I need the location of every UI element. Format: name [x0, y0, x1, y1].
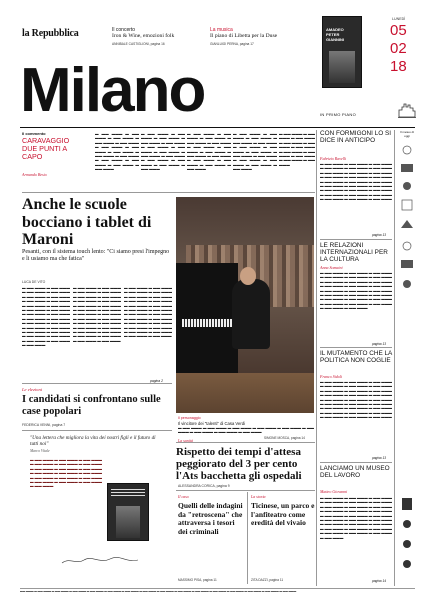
quote-book-cover[interactable] — [107, 483, 149, 541]
right-a4-page-ref[interactable]: pagina 14 — [372, 579, 387, 583]
weather-label: Il meteo di oggi — [400, 130, 414, 138]
quote-book-cover-portrait — [116, 506, 140, 538]
right-a4-title[interactable]: LANCIAMO UN MUSEO DEL LAVORO — [320, 465, 390, 480]
piano-keys — [182, 319, 234, 327]
comment-kicker: Il commento — [22, 131, 46, 136]
photo-caption-body: ▬ ▬▬ ▬▬▬ ▬ ▬▬ ▬▬▬ ▬ ▬▬ ▬▬▬ ▬ ▬▬ ▬▬▬ ▬ ▬▬ ▬▬▬ ▬ ▬▬ ▬▬▬ ▬ ▬▬ ▬▬▬ ▬ ▬▬ ▬▬▬ ▬ ▬▬ ▬▬▬ — [178, 426, 314, 434]
promo-title-music[interactable]: Il piano di Libetta per la Duse — [210, 33, 278, 39]
caso-byline: MASSIMO PISA, pagina 11 — [178, 578, 217, 582]
photo-kicker: Il personaggio — [178, 416, 201, 420]
right-a3-rule — [320, 347, 392, 348]
masthead[interactable]: la Repubblica — [22, 28, 79, 39]
right-a4-rule — [320, 462, 392, 463]
elezioni-headline[interactable]: I candidati si confrontano sulle case popolari — [22, 394, 161, 417]
storia-headline[interactable]: Ticinese, un parco e l'anfiteatro come eredità del vivaio — [251, 501, 315, 527]
book-cover-portrait — [329, 51, 355, 83]
grand-piano — [176, 263, 238, 373]
lead-bottom-rule — [22, 383, 172, 384]
lead-headline[interactable]: Anche le scuole bocciano i tablet di Maroni — [22, 196, 152, 248]
comment-body-3: ▬ ▬▬ ▬▬▬ ▬ ▬▬ ▬▬▬ ▬ ▬▬ ▬▬▬ ▬ ▬▬ ▬▬▬ ▬ ▬▬ ▬▬▬ ▬ ▬▬ ▬▬▬ ▬ ▬▬ ▬▬▬ ▬ ▬▬ ▬▬▬ ▬ ▬▬ ▬▬▬ ▬ ▬▬ ▬▬▬ ▬ ▬▬ ▬▬▬ ▬ ▬▬ ▬▬▬ ▬ ▬▬ ▬▬▬ ▬ ▬▬ ▬▬▬ — [187, 132, 231, 172]
quote-author: Marco Vitale — [30, 449, 50, 453]
date-year: 18 — [390, 58, 407, 75]
lead-byline: LUCA DE VITO — [22, 280, 46, 284]
right-a1-title[interactable]: CON FORMIGONI LO SI DICE IN ANTICIPO — [320, 130, 392, 145]
pianist-figure — [232, 279, 270, 349]
icon-rail — [398, 142, 416, 582]
storia-byline: ZITA DAZZI, pagina 11 — [251, 578, 284, 582]
promo-byline-music: GIANLUIGI PERNA, pagina 17 — [210, 42, 254, 46]
photo-byline: SIMONE MOSCA, pagina 14 — [264, 436, 305, 440]
comment-author: Armando Besio — [22, 172, 47, 177]
elezioni-byline: FEDERICA VENNI, pagina 7 — [22, 423, 66, 427]
right-a2-page-ref[interactable]: pagina 13 — [372, 342, 387, 346]
comment-body-4: ▬ ▬▬ ▬▬▬ ▬ ▬▬ ▬▬▬ ▬ ▬▬ ▬▬▬ ▬ ▬▬ ▬▬▬ ▬ ▬▬ ▬▬▬ ▬ ▬▬ ▬▬▬ ▬ ▬▬ ▬▬▬ ▬ ▬▬ ▬▬▬ ▬ ▬▬ ▬▬▬ ▬ ▬▬ ▬▬▬ ▬ ▬▬ ▬▬▬ ▬ ▬▬ ▬▬▬ ▬ ▬▬ ▬▬▬ ▬ ▬▬ ▬▬▬ — [233, 132, 277, 172]
promo-kicker-music: La musica — [210, 27, 233, 33]
right-a2-author: Anna Somaini — [320, 265, 343, 270]
right-a1-body: ▬ ▬▬ ▬▬▬ ▬ ▬▬ ▬▬▬ ▬ ▬▬ ▬▬▬ ▬ ▬▬ ▬▬▬ ▬ ▬▬ ▬▬▬ ▬ ▬▬ ▬▬▬ ▬ ▬▬ ▬▬▬ ▬ ▬▬ ▬▬▬ ▬ ▬▬ ▬▬▬ ▬ ▬▬ ▬▬▬ ▬ ▬▬ ▬▬▬ ▬ ▬▬ ▬▬▬ ▬ ▬▬ ▬▬▬ ▬ ▬▬ ▬▬▬ ▬ ▬▬ ▬▬▬ ▬ ▬▬ ▬▬▬ ▬ ▬▬ ▬▬▬ ▬ ▬▬ ▬▬▬ ▬ ▬▬ ▬▬▬ ▬ ▬▬ ▬▬▬ ▬ ▬▬ ▬▬▬ ▬ ▬▬ ▬▬▬ ▬ ▬▬ ▬▬▬ ▬ ▬▬ ▬▬▬ ▬ ▬▬ ▬▬▬ ▬ ▬▬ ▬▬▬ ▬ ▬▬ ▬▬▬ — [320, 162, 392, 202]
storia-kicker: La storia — [251, 494, 266, 499]
right-a2-body: ▬ ▬▬ ▬▬▬ ▬ ▬▬ ▬▬▬ ▬ ▬▬ ▬▬▬ ▬ ▬▬ ▬▬▬ ▬ ▬▬ ▬▬▬ ▬ ▬▬ ▬▬▬ ▬ ▬▬ ▬▬▬ ▬ ▬▬ ▬▬▬ ▬ ▬▬ ▬▬▬ ▬ ▬▬ ▬▬▬ ▬ ▬▬ ▬▬▬ ▬ ▬▬ ▬▬▬ ▬ ▬▬ ▬▬▬ ▬ ▬▬ ▬▬▬ ▬ ▬▬ ▬▬▬ ▬ ▬▬ ▬▬▬ ▬ ▬▬ ▬▬▬ ▬ ▬▬ ▬▬▬ ▬ ▬▬ ▬▬▬ ▬ ▬▬ ▬▬▬ ▬ ▬▬ ▬▬▬ ▬ ▬▬ ▬▬▬ ▬ ▬▬ ▬▬▬ ▬ ▬▬ ▬▬▬ ▬ ▬▬ ▬▬▬ ▬ ▬▬ ▬▬▬ — [320, 271, 392, 311]
lead-body-1: ▬ ▬▬ ▬▬▬ ▬ ▬▬ ▬▬▬ ▬ ▬▬ ▬▬▬ ▬ ▬▬ ▬▬▬ ▬ ▬▬ ▬▬▬ ▬ ▬▬ ▬▬▬ ▬ ▬▬ ▬▬▬ ▬ ▬▬ ▬▬▬ ▬ ▬▬ ▬▬▬ ▬ ▬▬ ▬▬▬ ▬ ▬▬ ▬▬▬ ▬ ▬▬ ▬▬▬ ▬ ▬▬ ▬▬▬ ▬ ▬▬ ▬▬▬ ▬ ▬▬ ▬▬▬ ▬ ▬▬ ▬▬▬ ▬ ▬▬ ▬▬▬ ▬ ▬▬ ▬▬▬ ▬ ▬▬ ▬▬▬ ▬ ▬▬ ▬▬▬ ▬ ▬▬ ▬▬▬ ▬ ▬▬ ▬▬▬ ▬ ▬▬ ▬▬▬ ▬ ▬▬ ▬▬▬ ▬ ▬▬ ▬▬▬ ▬ ▬▬ ▬▬▬ ▬ ▬▬ ▬▬▬ — [22, 286, 70, 348]
footer-rule — [20, 588, 415, 589]
lead-body-3: ▬ ▬▬ ▬▬▬ ▬ ▬▬ ▬▬▬ ▬ ▬▬ ▬▬▬ ▬ ▬▬ ▬▬▬ ▬ ▬▬ ▬▬▬ ▬ ▬▬ ▬▬▬ ▬ ▬▬ ▬▬▬ ▬ ▬▬ ▬▬▬ ▬ ▬▬ ▬▬▬ ▬ ▬▬ ▬▬▬ ▬ ▬▬ ▬▬▬ ▬ ▬▬ ▬▬▬ ▬ ▬▬ ▬▬▬ ▬ ▬▬ ▬▬▬ ▬ ▬▬ ▬▬▬ ▬ ▬▬ ▬▬▬ ▬ ▬▬ ▬▬▬ ▬ ▬▬ ▬▬▬ ▬ ▬▬ ▬▬▬ ▬ ▬▬ ▬▬▬ ▬ ▬▬ ▬▬▬ ▬ ▬▬ ▬▬▬ ▬ ▬▬ ▬▬▬ ▬ ▬▬ ▬▬▬ — [124, 286, 172, 339]
book-cover-title: AMADEO PETER GIANNINI — [326, 27, 344, 42]
quote-headline: "Una lettera che migliora la vita dei nostri figli e il futuro di tutti noi" — [30, 435, 156, 448]
comment-body-5: ▬ ▬▬ ▬▬▬ ▬ ▬▬ ▬▬▬ ▬ ▬▬ ▬▬▬ ▬ ▬▬ ▬▬▬ ▬ ▬▬ ▬▬▬ ▬ ▬▬ ▬▬▬ ▬ ▬▬ ▬▬▬ ▬ ▬▬ ▬▬▬ ▬ ▬▬ ▬▬▬ ▬ ▬▬ ▬▬▬ ▬ ▬▬ ▬▬▬ — [279, 132, 315, 167]
sanita-byline: ALESSANDRA CORICA, pagina 9 — [178, 484, 230, 488]
date-day: 05 — [390, 22, 407, 39]
pianist-head — [240, 267, 256, 285]
comment-body-1: ▬ ▬▬ ▬▬▬ ▬ ▬▬ ▬▬▬ ▬ ▬▬ ▬▬▬ ▬ ▬▬ ▬▬▬ ▬ ▬▬ ▬▬▬ ▬ ▬▬ ▬▬▬ ▬ ▬▬ ▬▬▬ ▬ ▬▬ ▬▬▬ ▬ ▬▬ ▬▬▬ ▬ ▬▬ ▬▬▬ ▬ ▬▬ ▬▬▬ ▬ ▬▬ ▬▬▬ ▬ ▬▬ ▬▬▬ ▬ ▬▬ ▬▬▬ — [95, 132, 139, 172]
right-a4-body: ▬ ▬▬ ▬▬▬ ▬ ▬▬ ▬▬▬ ▬ ▬▬ ▬▬▬ ▬ ▬▬ ▬▬▬ ▬ ▬▬ ▬▬▬ ▬ ▬▬ ▬▬▬ ▬ ▬▬ ▬▬▬ ▬ ▬▬ ▬▬▬ ▬ ▬▬ ▬▬▬ ▬ ▬▬ ▬▬▬ ▬ ▬▬ ▬▬▬ ▬ ▬▬ ▬▬▬ ▬ ▬▬ ▬▬▬ ▬ ▬▬ ▬▬▬ ▬ ▬▬ ▬▬▬ ▬ ▬▬ ▬▬▬ ▬ ▬▬ ▬▬▬ ▬ ▬▬ ▬▬▬ ▬ ▬▬ ▬▬▬ ▬ ▬▬ ▬▬▬ ▬ ▬▬ ▬▬▬ ▬ ▬▬ ▬▬▬ ▬ ▬▬ ▬▬▬ ▬ ▬▬ ▬▬▬ ▬ ▬▬ ▬▬▬ ▬ ▬▬ ▬▬▬ ▬ ▬▬ ▬▬▬ ▬ ▬▬ ▬▬▬ — [320, 496, 392, 540]
right-a3-body: ▬ ▬▬ ▬▬▬ ▬ ▬▬ ▬▬▬ ▬ ▬▬ ▬▬▬ ▬ ▬▬ ▬▬▬ ▬ ▬▬ ▬▬▬ ▬ ▬▬ ▬▬▬ ▬ ▬▬ ▬▬▬ ▬ ▬▬ ▬▬▬ ▬ ▬▬ ▬▬▬ ▬ ▬▬ ▬▬▬ ▬ ▬▬ ▬▬▬ ▬ ▬▬ ▬▬▬ ▬ ▬▬ ▬▬▬ ▬ ▬▬ ▬▬▬ ▬ ▬▬ ▬▬▬ ▬ ▬▬ ▬▬▬ ▬ ▬▬ ▬▬▬ ▬ ▬▬ ▬▬▬ ▬ ▬▬ ▬▬▬ ▬ ▬▬ ▬▬▬ ▬ ▬▬ ▬▬▬ ▬ ▬▬ ▬▬▬ ▬ ▬▬ ▬▬▬ ▬ ▬▬ ▬▬▬ ▬ ▬▬ ▬▬▬ ▬ ▬▬ ▬▬▬ ▬ ▬▬ ▬▬▬ — [320, 380, 392, 420]
sanita-bottom-rule — [176, 490, 315, 491]
sanita-top-rule — [176, 442, 315, 443]
comment-headline[interactable]: CARAVAGGIO DUE PUNTI A CAPO — [22, 136, 70, 161]
right-a3-title[interactable]: IL MUTAMENTO CHE LA POLITICA NON COGLIE — [320, 350, 392, 365]
right-a3-page-ref[interactable]: pagina 13 — [372, 456, 387, 460]
sanita-headline[interactable]: Rispetto dei tempi d'attesa peggiorato del 3 per cento l'Ats bacchetta gli ospedali — [176, 446, 302, 482]
quote-top-rule — [22, 430, 172, 431]
caso-kicker: Il caso — [178, 494, 189, 499]
quote-body: ▬ ▬▬ ▬▬▬ ▬ ▬▬ ▬▬▬ ▬ ▬▬ ▬▬▬ ▬ ▬▬ ▬▬▬ ▬ ▬▬ ▬▬▬ ▬ ▬▬ ▬▬▬ ▬ ▬▬ ▬▬▬ ▬ ▬▬ ▬▬▬ ▬ ▬▬ ▬▬▬ ▬ ▬▬ ▬▬▬ ▬ ▬▬ ▬▬▬ ▬ ▬▬ ▬▬▬ ▬ ▬▬ ▬▬▬ ▬ ▬▬ ▬▬▬ ▬ ▬▬ ▬▬▬ ▬ ▬▬ ▬▬▬ ▬ ▬▬ ▬▬▬ ▬ ▬▬ ▬▬▬ ▬ ▬▬ ▬▬▬ — [30, 458, 102, 489]
footer-colophon: ▬▬ ▬▬▬ ▬ ▬▬ ▬▬▬ ▬ ▬▬ ▬▬▬ ▬ ▬▬ ▬▬▬ ▬ ▬▬ ▬▬▬ ▬ ▬▬ ▬▬▬ ▬ ▬▬ ▬▬▬ ▬ ▬▬ ▬▬▬ ▬ ▬▬ ▬▬▬ ▬ ▬▬ ▬▬▬ ▬ ▬▬ ▬▬▬ ▬ ▬▬ ▬▬▬ ▬ ▬▬ ▬▬▬ ▬ ▬▬ ▬▬▬ ▬ ▬▬ ▬▬▬ ▬ ▬▬ ▬▬▬ — [20, 590, 297, 593]
right-a2-rule — [320, 239, 392, 240]
photo-caption[interactable]: Il vincitore dei "talenti" di Casa Verdi — [178, 421, 245, 426]
right-a3-author: Franco Sidoli — [320, 374, 343, 379]
icon-rail-divider — [394, 130, 395, 586]
caso-storia-divider — [247, 492, 248, 584]
header-rule — [20, 127, 415, 128]
right-col-divider — [316, 130, 317, 586]
right-a2-title[interactable]: LE RELAZIONI INTERNAZIONALI PER LA CULTURA — [320, 242, 388, 264]
date-weekday: LUNEDÌ — [392, 17, 406, 21]
right-a1-author: Fabrizio Ravelli — [320, 156, 347, 161]
right-a4-author: Matteo Giovanni — [320, 489, 348, 494]
promo-title-concert[interactable]: Iron & Wine, emozioni folk — [112, 33, 175, 39]
stage-floor — [176, 373, 314, 413]
lead-body-2: ▬ ▬▬ ▬▬▬ ▬ ▬▬ ▬▬▬ ▬ ▬▬ ▬▬▬ ▬ ▬▬ ▬▬▬ ▬ ▬▬ ▬▬▬ ▬ ▬▬ ▬▬▬ ▬ ▬▬ ▬▬▬ ▬ ▬▬ ▬▬▬ ▬ ▬▬ ▬▬▬ ▬ ▬▬ ▬▬▬ ▬ ▬▬ ▬▬▬ ▬ ▬▬ ▬▬▬ ▬ ▬▬ ▬▬▬ ▬ ▬▬ ▬▬▬ ▬ ▬▬ ▬▬▬ ▬ ▬▬ ▬▬▬ ▬ ▬▬ ▬▬▬ ▬ ▬▬ ▬▬▬ ▬ ▬▬ ▬▬▬ ▬ ▬▬ ▬▬▬ ▬ ▬▬ ▬▬▬ ▬ ▬▬ ▬▬▬ ▬ ▬▬ ▬▬▬ ▬ ▬▬ ▬▬▬ ▬ ▬▬ ▬▬▬ ▬ ▬▬ ▬▬▬ — [73, 286, 121, 343]
right-a1-page-ref[interactable]: pagina 13 — [372, 233, 387, 237]
section-title: Milano — [20, 56, 205, 125]
caso-headline[interactable]: Quelli delle indagini da "retroscena" che attraversa i tesori dei criminali — [178, 501, 243, 536]
comment-rule — [22, 192, 315, 193]
skyline-icon — [398, 102, 416, 118]
promo-kicker-concert: Il concerto — [112, 27, 136, 33]
pianist-photo[interactable] — [176, 197, 314, 413]
comment-body-2: ▬ ▬▬ ▬▬▬ ▬ ▬▬ ▬▬▬ ▬ ▬▬ ▬▬▬ ▬ ▬▬ ▬▬▬ ▬ ▬▬ ▬▬▬ ▬ ▬▬ ▬▬▬ ▬ ▬▬ ▬▬▬ ▬ ▬▬ ▬▬▬ ▬ ▬▬ ▬▬▬ ▬ ▬▬ ▬▬▬ ▬ ▬▬ ▬▬▬ ▬ ▬▬ ▬▬▬ ▬ ▬▬ ▬▬▬ ▬ ▬▬ ▬▬▬ — [141, 132, 185, 172]
elezioni-kicker: Le elezioni — [22, 387, 43, 392]
quote-book-cover-title — [111, 489, 145, 497]
date-month: 02 — [390, 40, 407, 57]
lead-page-ref[interactable]: pagina 2 — [150, 379, 164, 383]
primo-piano-label: IN PRIMO PIANO — [320, 112, 356, 117]
quote-signature — [60, 552, 140, 560]
sanita-kicker: La sanità — [178, 438, 194, 443]
promo-byline-concert: ANNIBALE CASTIGLIONI, pagina 16 — [112, 42, 165, 46]
book-cover[interactable] — [322, 16, 362, 88]
lead-deck: Pesanti, con il sistema touch lento: "Ci siamo presi l'impegno e li usiamo ma che fatica" — [22, 249, 170, 262]
